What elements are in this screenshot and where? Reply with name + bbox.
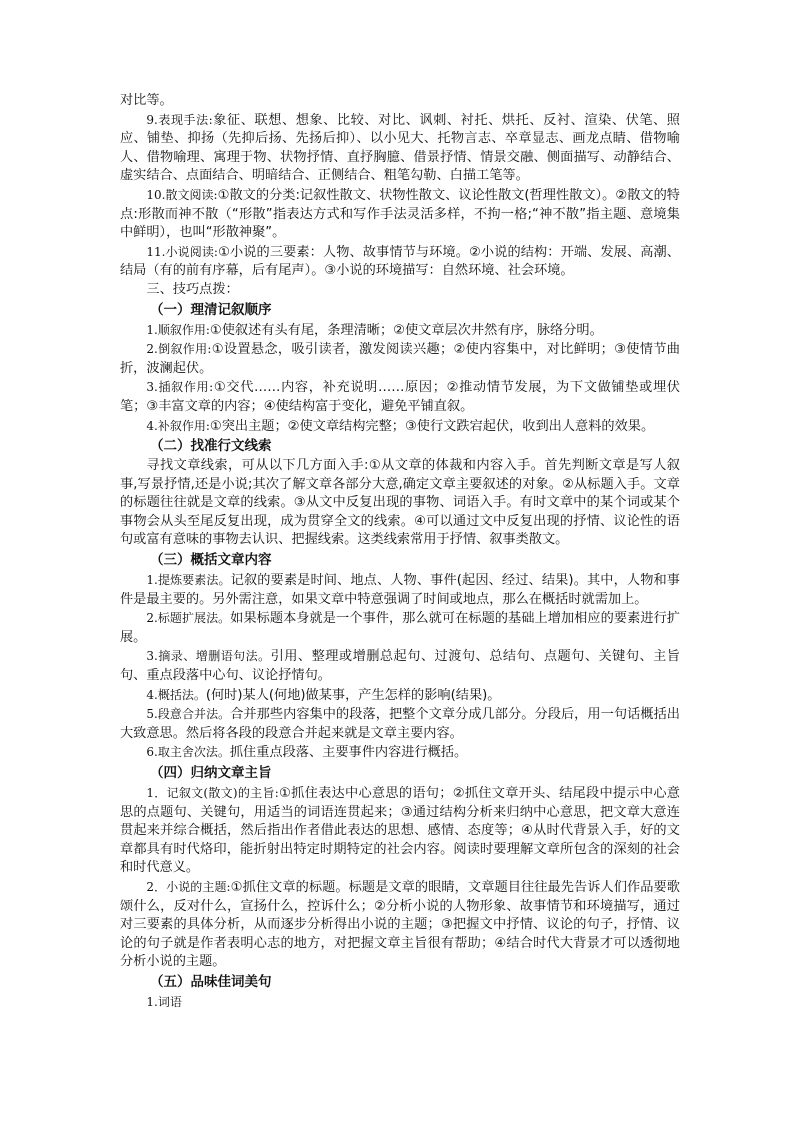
body-paragraph: [120, 340, 680, 378]
body-paragraph: [120, 743, 680, 763]
item-label: 1．记叙文(散文)的主旨:: [146, 786, 279, 800]
item-label: 2.倒叙作用:: [146, 342, 212, 357]
paragraph-text: ①突出主题；②使文章结构完整；③使行文跌宕起伏，收到出人意料的效果。: [209, 418, 655, 434]
body-paragraph: [120, 417, 680, 437]
paragraph-text: 如果标题本身就是一个事件，那么就可在标题的基础上增加相应的要素进行扩展。: [120, 611, 680, 645]
body-paragraph: [120, 321, 680, 341]
body-paragraph: [120, 457, 680, 550]
item-label: 1.词语: [146, 994, 182, 1009]
item-label: 1.提炼要素法。: [146, 573, 231, 588]
item-label: 6.取主舍次法。: [146, 745, 230, 760]
item-label: 2.标题扩展法。: [146, 611, 231, 626]
item-label: 4.概括法。: [146, 687, 206, 702]
item-label: 2．小说的主题:: [146, 879, 231, 894]
paragraph-text: ①抓住表达中心意思的语句；②抓住文章开头、结尾段中提示中心意思的点题句、关键句，用适当的词语连贯起来；③通过结构分析来归纳中心意思，把文章大意连贯起来并综合概括，然后指出作者借此表达的思想、感情、态度等；④从时代背景入手，好的文章都具有时代烙印，能折射出特定时期特定的社会内容。阅读时要理解文章所包含的深刻的社会和时代意义。: [120, 786, 680, 876]
paragraph-text: 记叙的要素是时间、地点、人物、事件(起因、经过、结果)。其中，人物和事件是最主要的。另外需注意，如果文章中特意强调了时间或地点，那么在概括时就需加上。: [120, 573, 680, 607]
item-label: 9.表现手法:: [146, 112, 213, 127]
paragraph-text: ①交代……内容，补充说明……原因；②推动情节发展，为下文做铺垫或埋伏笔；③丰富文章的内容；④使结构富于变化，避免平铺直叙。: [120, 380, 680, 414]
body-paragraph: [120, 686, 680, 706]
body-paragraph: [120, 92, 680, 111]
body-paragraph: [120, 705, 680, 743]
body-paragraph: [120, 878, 680, 972]
body-paragraph: [120, 378, 680, 416]
document-page: [120, 92, 680, 1013]
paragraph-text: ①小说的三要素：人物、故事情节与环境。②小说的结构：开端、发展、高潮、结局（有的前有序幕，后有尾声）。③小说的环境描写：自然环境、社会环境。: [120, 244, 680, 279]
paragraph-text: (何时)某人(何地)做某事，产生怎样的影响(结果)。: [205, 687, 501, 703]
body-paragraph: [120, 571, 680, 609]
paragraph-text: 合并那些内容集中的段落，把整个文章分成几部分。分段后，用一句话概括出大致意思。然后将各段的段意合并起来就是文章主要内容。: [120, 707, 680, 741]
body-paragraph: [120, 993, 680, 1013]
item-label: 1.顺叙作用:: [146, 322, 210, 337]
paragraph-text: 引用、整理或增删总起句、过渡句、总结句、点题句、关键句、主旨句、重点段落中心句、议论抒情句。: [120, 649, 680, 684]
item-label: 5.段意合并法。: [146, 707, 231, 722]
paragraph-text: ①使叙述有头有尾，条理清晰；②使文章层次井然有序，脉络分明。: [209, 322, 603, 338]
paragraph-text: 抓住重点段落、主要事件内容进行概括。: [229, 745, 468, 761]
body-paragraph: [120, 243, 680, 281]
section-heading: （五）品味佳词美句: [150, 973, 272, 990]
body-paragraph: [120, 281, 680, 300]
body-paragraph: [120, 647, 680, 685]
paragraph-text: 象征、联想、想象、比较、对比、讽刺、衬托、烘托、反衬、渲染、伏笔、照应、铺垫、抑扬（先抑后扬、先扬后抑）、以小见大、托物言志、卒章显志、画龙点睛、借物喻人、借物喻理、寓理于物、状物抒情、直抒胸臆、借景抒情、情景交融、侧面描写、动静结合、虚实结合、点面结合、明暗结合、正侧结合、粗笔勾勒、白描工笔等。: [120, 112, 680, 184]
body-paragraph: [120, 609, 680, 647]
item-label: 3.插叙作用:: [146, 380, 214, 395]
paragraph-text: ①设置悬念，吸引读者，激发阅读兴趣；②使内容集中，对比鲜明；③使情节曲折，波澜起伏。: [120, 342, 680, 376]
paragraph-text: 寻找文章线索，可从以下几方面入手:①从文章的体裁和内容入手。首先判断文章是写人叙事,写景抒情,还是小说;其次了解文章各部分大意,确定文章主要叙述的对象。②从标题入手。文章的标题往往就是文章的线索。③从文中反复出现的事物、词语入手。有时文章中的某个词或某个事物会从头至尾反复出现，成为贯穿全文的线索。④可以通过文中反复出现的抒情、议论性的语句或富有意味的事物去认识、把握线索。这类线索常用于抒情、叙事类散文。: [120, 458, 680, 548]
item-label: 4.补叙作用:: [146, 418, 210, 433]
section-heading: （一）理清记叙顺序: [150, 301, 272, 318]
section-heading: （三）概括文章内容: [150, 552, 272, 569]
paragraph-text: 对比等。: [120, 93, 173, 108]
item-label: 3.摘录、增删语句法。: [146, 649, 271, 664]
item-label: 10.散文阅读:: [146, 187, 218, 202]
section-heading: （四）归纳文章主旨: [150, 765, 272, 781]
paragraph-text: ①散文的分类:记叙性散文、状物性散文、议论性散文(哲理性散文）。②散文的特点:形散而神不散（“形散”指表达方式和写作手法灵活多样，不拘一格;“神不散”指主题、意境集中鲜明），也叫“形散神聚”。: [120, 187, 680, 241]
body-paragraph: [120, 784, 680, 878]
body-paragraph: [120, 111, 680, 186]
body-paragraph: [120, 186, 680, 243]
item-label: 11.小说阅读:: [146, 244, 218, 259]
section-heading: （二）找准行文线索: [150, 438, 272, 455]
paragraph-text: ①抓住文章的标题。标题是文章的眼睛，文章题目往往最先告诉人们作品要歌颂什么，反对什么，宣扬什么，控诉什么；②分析小说的人物形象、故事情节和环境描写，通过对三要素的具体分析，从而逐步分析得出小说的主题；③把握文中抒情、议论的句子，抒情、议论的句子就是作者表明心志的地方，对把握文章主旨很有帮助；④结合时代大背景才可以透彻地分析小说的主题。: [120, 879, 680, 970]
paragraph-text: 三、技巧点拨：: [146, 281, 239, 297]
